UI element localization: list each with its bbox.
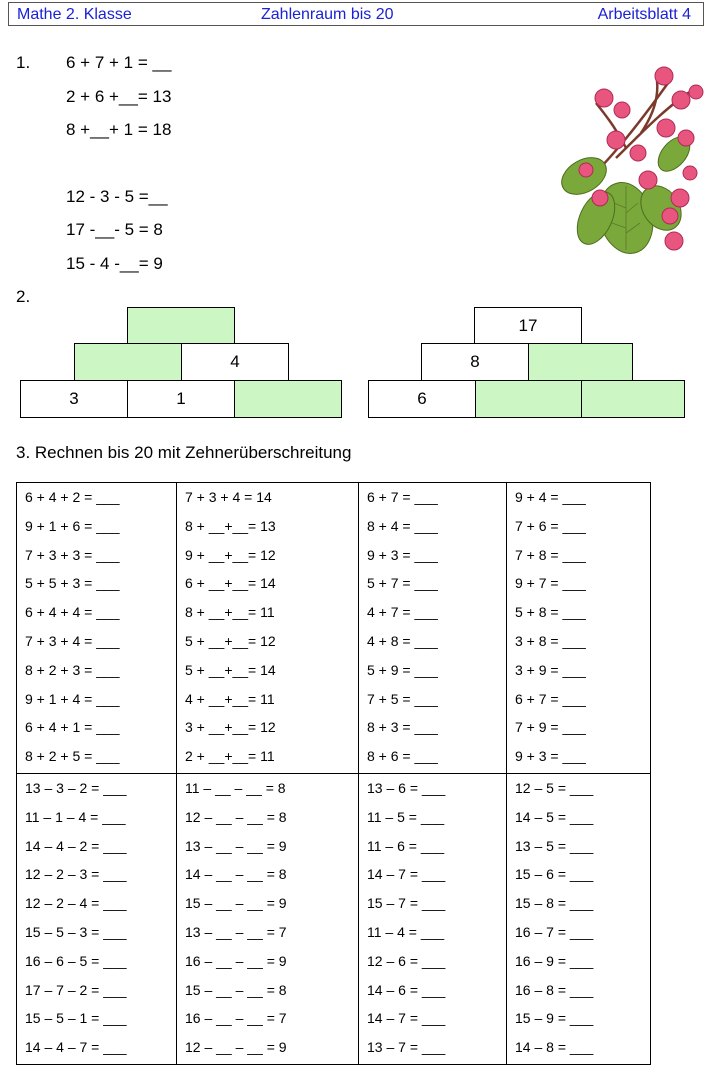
- section2-number: 2.: [16, 287, 31, 306]
- exercise-item: 3 + __+__= 12: [185, 719, 276, 736]
- subtraction-column: [359, 774, 506, 1064]
- exercise-item: 15 – 5 – 3 = ___: [25, 923, 127, 940]
- exercise-item: 15 – 9 = ___: [515, 1010, 594, 1027]
- exercise-item: 11 – 1 – 4 = ___: [25, 808, 126, 825]
- exercise-item: 8 + 4 = ___: [367, 517, 438, 534]
- addition-row: [17, 483, 651, 774]
- section1-task: 8 +__+ 1 = 18: [66, 120, 172, 139]
- exercise-item: 13 – 3 – 2 = ___: [25, 779, 127, 796]
- addition-column: [177, 483, 358, 773]
- exercise-item: 11 – 5 = ___: [367, 808, 445, 825]
- pyramid-cell[interactable]: [581, 380, 685, 418]
- header-subject: Mathe 2. Klasse: [17, 6, 132, 23]
- exercise-item: 12 – 2 – 3 = ___: [25, 866, 127, 883]
- pyramid-cell: 3: [20, 380, 128, 418]
- section1-task: 6 + 7 + 1 = __: [66, 53, 172, 72]
- raspberry-branch-image: [556, 58, 706, 258]
- exercise-item: 4 + 7 = ___: [367, 604, 438, 621]
- exercise-item: 13 – 7 = ___: [367, 1039, 446, 1056]
- exercise-item: 14 – 4 – 7 = ___: [25, 1039, 127, 1056]
- worksheet-header: [8, 2, 704, 26]
- exercise-item: 6 + 4 + 1 = ___: [25, 719, 120, 736]
- exercise-item: 9 + 1 + 4 = ___: [25, 690, 120, 707]
- exercise-table: [16, 482, 651, 1065]
- exercise-item: 14 – 8 = ___: [515, 1039, 594, 1056]
- exercise-item: 7 + 8 = ___: [515, 546, 586, 563]
- pyramid-cell[interactable]: [234, 380, 342, 418]
- subtraction-row: [17, 773, 651, 1064]
- header-topic: Zahlenraum bis 20: [261, 6, 394, 23]
- section1-task: 12 - 3 - 5 =__: [66, 187, 168, 206]
- addition-column: [359, 483, 506, 773]
- pyramid-cell[interactable]: [74, 343, 182, 381]
- exercise-item: 15 – __ – __ = 9: [185, 895, 287, 912]
- exercise-item: 17 – 7 – 2 = ___: [25, 981, 127, 998]
- exercise-item: 9 + 3 = ___: [515, 748, 586, 765]
- exercise-item: 8 + 3 = ___: [367, 719, 438, 736]
- exercise-item: 15 – 6 = ___: [515, 866, 594, 883]
- subtraction-column: [177, 774, 358, 1064]
- exercise-item: 5 + __+__= 12: [185, 632, 276, 649]
- exercise-item: 13 – 6 = ___: [367, 779, 446, 796]
- exercise-item: 7 + 6 = ___: [515, 517, 586, 534]
- exercise-item: 11 – 6 = ___: [367, 837, 445, 854]
- exercise-item: 14 – 6 = ___: [367, 981, 446, 998]
- exercise-item: 12 – __ – __ = 8: [185, 808, 287, 825]
- exercise-item: 9 + __+__= 12: [185, 546, 276, 563]
- exercise-item: 15 – __ – __ = 8: [185, 981, 287, 998]
- pyramid-cell[interactable]: [127, 307, 235, 344]
- exercise-item: 6 + __+__= 14: [185, 575, 276, 592]
- subtraction-column: [17, 774, 176, 1064]
- exercise-item: 8 + 2 + 3 = ___: [25, 661, 120, 678]
- exercise-item: 3 + 8 = ___: [515, 632, 586, 649]
- pyramid-cell: 6: [368, 380, 476, 418]
- exercise-item: 14 – 7 = ___: [367, 1010, 446, 1027]
- exercise-item: 12 – 5 = ___: [515, 779, 594, 796]
- section1-task: 15 - 4 -__= 9: [66, 254, 163, 273]
- pyramid-cell: 8: [421, 343, 529, 381]
- exercise-item: 15 – 8 = ___: [515, 895, 594, 912]
- section3-title: 3. Rechnen bis 20 mit Zehnerüberschreitung: [16, 443, 352, 462]
- exercise-item: 14 – 4 – 2 = ___: [25, 837, 127, 854]
- exercise-item: 9 + 1 + 6 = ___: [25, 517, 120, 534]
- exercise-item: 15 – 7 = ___: [367, 895, 446, 912]
- exercise-item: 11 – 4 = ___: [367, 923, 445, 940]
- exercise-item: 9 + 4 = ___: [515, 489, 586, 505]
- exercise-item: 13 – __ – __ = 9: [185, 837, 287, 854]
- exercise-item: 14 – __ – __ = 8: [185, 866, 287, 883]
- exercise-item: 7 + 9 = ___: [515, 719, 586, 736]
- exercise-item: 16 – __ – __ = 9: [185, 952, 287, 969]
- exercise-item: 8 + __+__= 13: [185, 517, 276, 534]
- exercise-item: 6 + 4 + 4 = ___: [25, 604, 120, 621]
- exercise-item: 16 – 8 = ___: [515, 981, 594, 998]
- exercise-item: 7 + 3 + 4 = 14: [185, 489, 272, 505]
- exercise-item: 16 – __ – __ = 7: [185, 1010, 287, 1027]
- exercise-item: 9 + 3 = ___: [367, 546, 438, 563]
- pyramid-cell: 17: [474, 307, 582, 344]
- header-sheet-number: Arbeitsblatt 4: [597, 6, 691, 23]
- exercise-item: 5 + 9 = ___: [367, 661, 438, 678]
- addition-column: [507, 483, 650, 773]
- exercise-item: 7 + 5 = ___: [367, 690, 438, 707]
- exercise-item: 8 + __+__= 11: [185, 604, 275, 621]
- exercise-item: 5 + 8 = ___: [515, 604, 586, 621]
- exercise-item: 12 – 2 – 4 = ___: [25, 895, 127, 912]
- exercise-item: 4 + __+__= 11: [185, 690, 275, 707]
- exercise-item: 11 – __ – __ = 8: [185, 779, 286, 796]
- exercise-item: 4 + 8 = ___: [367, 632, 438, 649]
- exercise-item: 6 + 4 + 2 = ___: [25, 489, 120, 505]
- exercise-item: 8 + 2 + 5 = ___: [25, 748, 120, 765]
- exercise-item: 13 – 5 = ___: [515, 837, 594, 854]
- subtraction-column: [507, 774, 650, 1064]
- pyramid-cell: 4: [181, 343, 289, 381]
- pyramid-cell: 1: [127, 380, 235, 418]
- exercise-item: 5 + __+__= 14: [185, 661, 276, 678]
- pyramid-cell[interactable]: [528, 343, 633, 381]
- exercise-item: 5 + 5 + 3 = ___: [25, 575, 120, 592]
- exercise-item: 12 – __ – __ = 9: [185, 1039, 287, 1056]
- exercise-item: 8 + 6 = ___: [367, 748, 438, 765]
- exercise-item: 3 + 9 = ___: [515, 661, 586, 678]
- exercise-item: 14 – 7 = ___: [367, 866, 446, 883]
- exercise-item: 16 – 7 = ___: [515, 923, 594, 940]
- section1-task: 2 + 6 +__= 13: [66, 87, 172, 106]
- exercise-item: 12 – 6 = ___: [367, 952, 446, 969]
- exercise-item: 13 – __ – __ = 7: [185, 923, 287, 940]
- exercise-item: 16 – 6 – 5 = ___: [25, 952, 127, 969]
- addition-column: [17, 483, 176, 773]
- section1-number: 1.: [16, 53, 31, 72]
- exercise-item: 9 + 7 = ___: [515, 575, 586, 592]
- exercise-item: 16 – 9 = ___: [515, 952, 594, 969]
- exercise-item: 5 + 7 = ___: [367, 575, 438, 592]
- exercise-item: 15 – 5 – 1 = ___: [25, 1010, 127, 1027]
- exercise-item: 6 + 7 = ___: [515, 690, 586, 707]
- exercise-item: 7 + 3 + 4 = ___: [25, 632, 120, 649]
- exercise-item: 7 + 3 + 3 = ___: [25, 546, 120, 563]
- pyramid-cell[interactable]: [475, 380, 582, 418]
- exercise-item: 2 + __+__= 11: [185, 748, 275, 765]
- exercise-item: 6 + 7 = ___: [367, 489, 438, 505]
- exercise-item: 14 – 5 = ___: [515, 808, 594, 825]
- section1-task: 17 -__- 5 = 8: [66, 220, 163, 239]
